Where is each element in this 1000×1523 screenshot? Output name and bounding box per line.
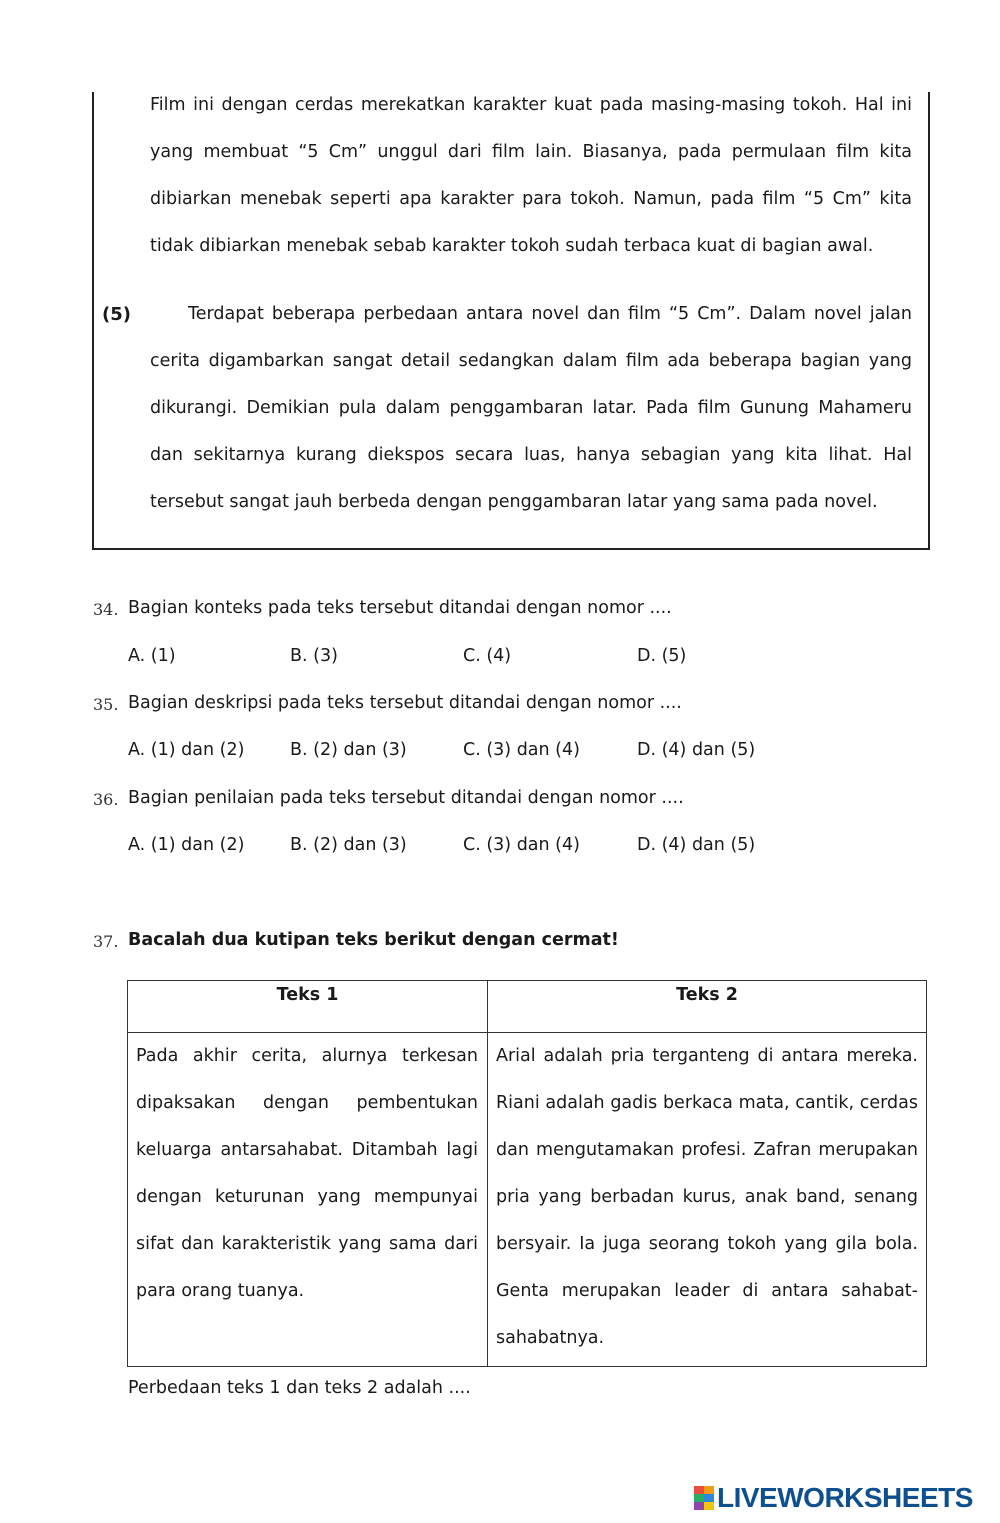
answer-option[interactable]: C. (4)	[463, 646, 512, 666]
table-column-divider	[487, 981, 488, 1366]
answer-option[interactable]: A. (1) dan (2)	[128, 835, 245, 855]
table-cell-teks-2: Arial adalah pria terganteng di antara mereka. Riani adalah gadis berkaca mata, cantik, cerdas dan mengutamakan profesi. Zafran merupakan pria yang berbadan kurus, anak band, senang bersyair. Ia juga seorang tokoh yang gila bola. Genta merupakan leader di antara sahabat-sahabatnya.	[496, 1046, 918, 1348]
answer-option[interactable]: D. (4) dan (5)	[637, 740, 756, 760]
question-number: 34.	[93, 600, 119, 619]
question-number: 37.	[93, 932, 119, 951]
table-header-teks-2: Teks 2	[676, 985, 738, 1005]
paragraph-text: Terdapat beberapa perbedaan antara novel dan film “5 Cm”. Dalam novel jalan cerita digambarkan sangat detail sedangkan dalam film ada beberapa bagian yang dikurangi. Demikian pula dalam penggambaran latar. Pada film Gunung Mahameru dan sekitarnya kurang diekspos secara luas, hanya sebagian yang kita lihat. Hal tersebut sangat jauh berbeda dengan penggambaran latar yang sama pada novel.	[150, 304, 912, 512]
paragraph-number: (5)	[102, 304, 131, 325]
question-prompt: Perbedaan teks 1 dan teks 2 adalah ....	[128, 1378, 471, 1398]
question-number: 35.	[93, 695, 119, 714]
question-text: Bagian penilaian pada teks tersebut ditandai dengan nomor ....	[128, 788, 684, 808]
question-text: Bagian konteks pada teks tersebut ditandai dengan nomor ....	[128, 598, 672, 618]
answer-option[interactable]: A. (1) dan (2)	[128, 740, 245, 760]
question-text: Bacalah dua kutipan teks berikut dengan cermat!	[128, 930, 619, 950]
passage-paragraph	[150, 291, 912, 526]
liveworksheets-logo	[694, 1483, 973, 1513]
question-text: Bagian deskripsi pada teks tersebut ditandai dengan nomor ....	[128, 693, 682, 713]
answer-option[interactable]: B. (3)	[290, 646, 338, 666]
answer-option[interactable]: B. (2) dan (3)	[290, 835, 407, 855]
answer-option[interactable]: A. (1)	[128, 646, 176, 666]
answer-option[interactable]: C. (3) dan (4)	[463, 740, 580, 760]
answer-option[interactable]: D. (5)	[637, 646, 687, 666]
comparison-table	[127, 980, 927, 1367]
answer-option[interactable]: C. (3) dan (4)	[463, 835, 580, 855]
answer-option[interactable]: D. (4) dan (5)	[637, 835, 756, 855]
table-header-teks-1: Teks 1	[276, 985, 339, 1005]
table-cell-teks-1: Pada akhir cerita, alurnya terkesan dipaksakan dengan pembentukan keluarga antarsahabat. Ditambah lagi dengan keturunan yang mempunyai sifat dan karakteristik yang sama dari para orang tuanya.	[136, 1046, 478, 1301]
question-number: 36.	[93, 790, 119, 809]
answer-option[interactable]: B. (2) dan (3)	[290, 740, 407, 760]
logo-text: LIVEWORKSHEETS	[717, 1482, 973, 1513]
passage-paragraph: Film ini dengan cerdas merekatkan karakter kuat pada masing-masing tokoh. Hal ini yang membuat “5 Cm” unggul dari film lain. Biasanya, pada permulaan film kita dibiarkan menebak seperti apa karakter para tokoh. Namun, pada film “5 Cm” kita tidak dibiarkan menebak sebab karakter tokoh sudah terbaca kuat di bagian awal.	[150, 95, 912, 256]
logo-icon	[694, 1486, 714, 1510]
